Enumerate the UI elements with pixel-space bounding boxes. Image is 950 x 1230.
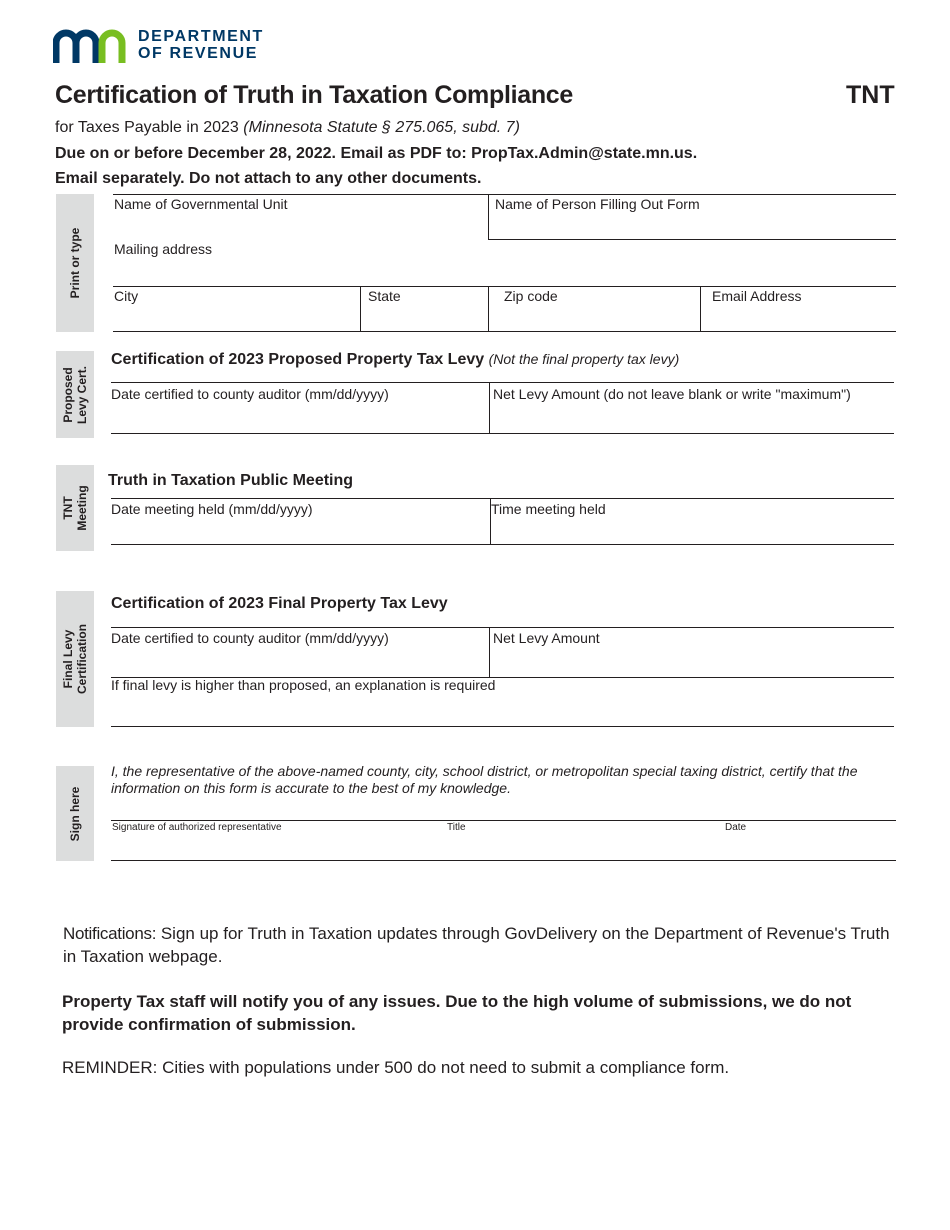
form-code: TNT bbox=[846, 81, 895, 109]
divider bbox=[489, 382, 490, 433]
levy-explanation-field[interactable]: If final levy is higher than proposed, an explanation is required bbox=[111, 677, 496, 693]
divider bbox=[488, 286, 489, 331]
title-field[interactable]: Title bbox=[447, 822, 466, 833]
tnt-meeting-title: Truth in Taxation Public Meeting bbox=[108, 472, 354, 489]
divider bbox=[111, 820, 896, 821]
divider bbox=[488, 194, 489, 240]
notifications-text: Sign up for Truth in Taxation updates through GovDelivery on the Department of Revenue's Truth in Taxation webpage. bbox=[63, 924, 890, 966]
tab-label: Sign here bbox=[68, 786, 82, 841]
tab-label bbox=[61, 365, 89, 423]
zip-code-field[interactable]: Zip code bbox=[504, 288, 558, 304]
tab-label-line1: Final Levy bbox=[61, 629, 75, 689]
due-date-instructions: Due on or before December 28, 2022. Email as PDF to: PropTax.Admin@state.mn.us. bbox=[55, 145, 698, 162]
divider bbox=[111, 498, 894, 499]
signature-field[interactable]: Signature of authorized representative bbox=[112, 822, 282, 833]
proposed-date-field[interactable]: Date certified to county auditor (mm/dd/yyyy) bbox=[111, 386, 389, 402]
governmental-unit-field[interactable]: Name of Governmental Unit bbox=[114, 196, 288, 212]
notifications-label: Notifications: bbox=[63, 924, 157, 943]
city-field[interactable]: City bbox=[114, 288, 139, 304]
tab-label: Print or type bbox=[68, 227, 82, 299]
mn-logo-icon bbox=[53, 29, 129, 63]
final-date-field[interactable]: Date certified to county auditor (mm/dd/yyyy) bbox=[111, 630, 389, 646]
tab-label-line2: Levy Cert. bbox=[75, 365, 89, 424]
divider bbox=[111, 627, 894, 628]
staff-notice: Property Tax staff will notify you of any issues. Due to the high volume of submissions, we do not provide confirmation of submission. bbox=[62, 992, 852, 1034]
divider bbox=[111, 860, 896, 861]
department-logo-text bbox=[138, 28, 264, 62]
subtitle-prefix: for Taxes Payable in 2023 bbox=[55, 119, 244, 136]
tab-final-levy-certification bbox=[56, 591, 94, 727]
section-title-text: Certification of 2023 Proposed Property Tax Levy bbox=[111, 351, 485, 368]
divider bbox=[111, 382, 894, 383]
divider bbox=[489, 627, 490, 677]
tab-sign-here bbox=[56, 766, 94, 861]
tab-proposed-levy-cert bbox=[56, 351, 94, 438]
final-levy-title: Certification of 2023 Final Property Tax Levy bbox=[111, 595, 448, 612]
divider bbox=[111, 433, 894, 434]
form-title: Certification of Truth in Taxation Compliance bbox=[55, 81, 574, 109]
tab-tnt-meeting bbox=[56, 465, 94, 551]
reminder-note bbox=[62, 1056, 902, 1079]
logo-line2: OF REVENUE bbox=[138, 45, 259, 62]
tab-label-line2: Certification bbox=[75, 623, 89, 695]
meeting-time-field[interactable]: Time meeting held bbox=[491, 501, 606, 517]
state-field[interactable]: State bbox=[368, 288, 401, 304]
meeting-date-field[interactable]: Date meeting held (mm/dd/yyyy) bbox=[111, 501, 313, 517]
reminder-text: Cities with populations under 500 do not need to submit a compliance form. bbox=[157, 1058, 730, 1077]
email-address-field[interactable]: Email Address bbox=[712, 288, 802, 304]
tab-print-or-type bbox=[56, 194, 94, 332]
proposed-net-levy-field[interactable]: Net Levy Amount (do not leave blank or write "maximum") bbox=[493, 386, 851, 402]
section-note: (Not the final property tax levy) bbox=[488, 351, 680, 367]
tab-label-line1: Proposed bbox=[61, 366, 75, 423]
proposed-levy-title bbox=[111, 351, 679, 369]
divider bbox=[113, 194, 896, 195]
logo-line1: DEPARTMENT bbox=[138, 28, 264, 45]
tab-label-line1: TNT bbox=[61, 496, 75, 520]
divider bbox=[700, 286, 701, 331]
divider bbox=[111, 726, 894, 727]
person-name-field[interactable]: Name of Person Filling Out Form bbox=[495, 196, 700, 212]
tab-label-line2: Meeting bbox=[75, 485, 89, 531]
reminder-label: REMINDER: bbox=[62, 1058, 158, 1077]
divider bbox=[113, 286, 896, 287]
tab-label bbox=[61, 485, 89, 530]
divider bbox=[113, 331, 896, 332]
signature-date-field[interactable]: Date bbox=[725, 822, 747, 833]
email-separately-note: Email separately. Do not attach to any other documents. bbox=[55, 170, 482, 187]
mailing-address-field[interactable]: Mailing address bbox=[114, 241, 213, 257]
tab-label bbox=[61, 624, 89, 694]
subtitle-statute: (Minnesota Statute § 275.065, subd. 7) bbox=[243, 119, 520, 136]
divider bbox=[111, 544, 894, 545]
form-subtitle bbox=[55, 119, 520, 137]
certification-statement: I, the representative of the above-named county, city, school district, or metropolitan special taxing district, certify that the information on this form is accurate to the best of my knowledge. bbox=[111, 763, 858, 796]
notifications-note bbox=[63, 922, 903, 968]
divider bbox=[360, 286, 361, 331]
divider bbox=[488, 239, 896, 240]
final-net-levy-field[interactable]: Net Levy Amount bbox=[493, 630, 600, 646]
